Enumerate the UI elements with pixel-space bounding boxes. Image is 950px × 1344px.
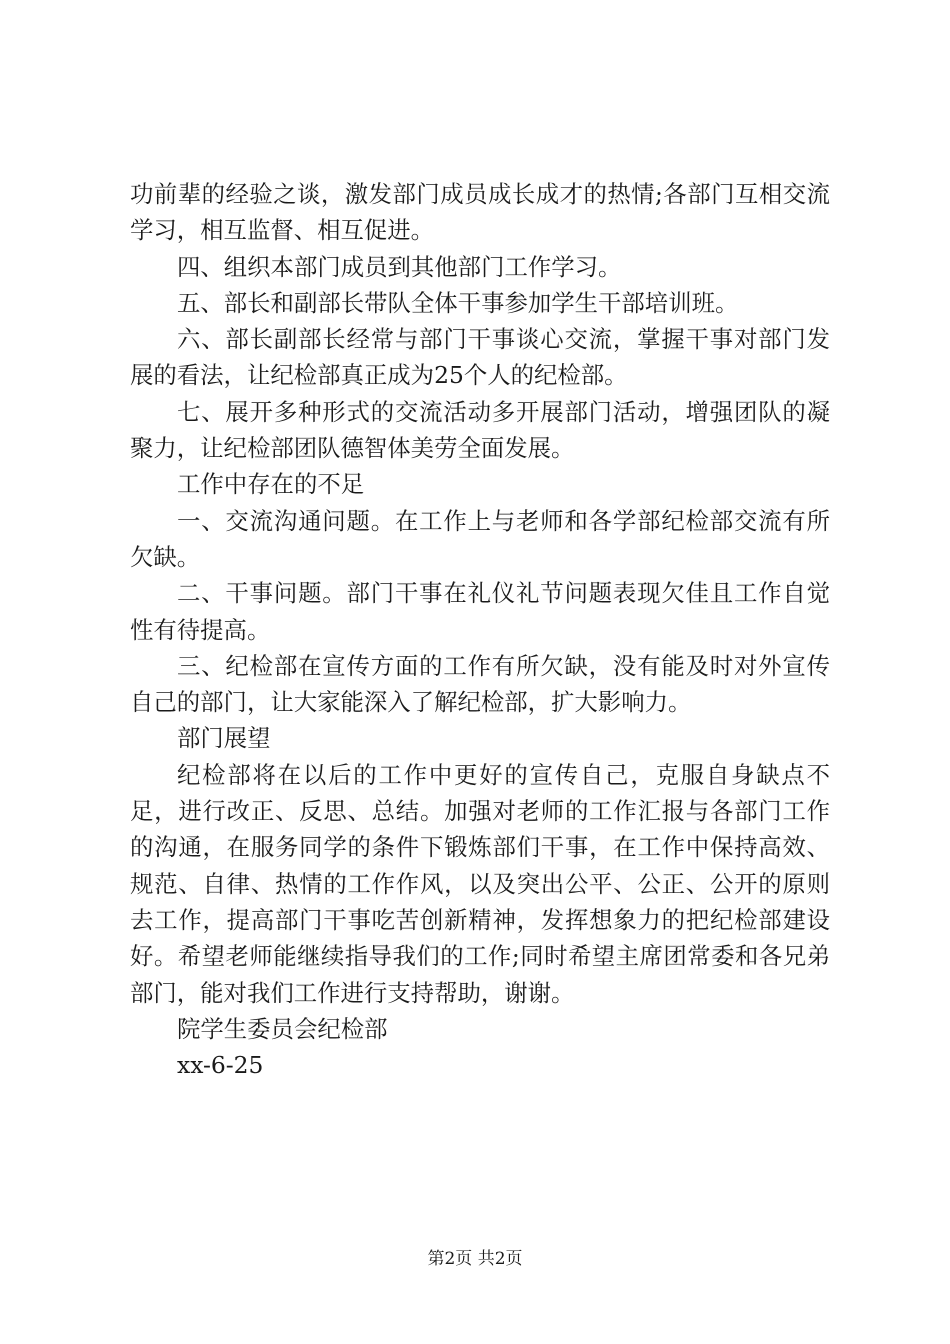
paragraph-item-five: 五、部长和副部长带队全体干事参加学生干部培训班。 <box>177 288 739 317</box>
paragraph-continued-text: 功前辈的经验之谈，激发部门成员成长成才的热情;各部门互相交流学习，相互监督、相互促进。 <box>130 180 830 245</box>
paragraph-outlook: 纪检部将在以后的工作中更好的宣传自己，克服自身缺点不足，进行改正、反思、总结。加强对老师的工作汇报与各部门工作的沟通，在服务同学的条件下锻炼部们干事，在工作中保持高效、规范、自律、热情的工作作风，以及突出公平、公正、公开的原则去工作，提高部门干事吃苦创新精神，发挥想象力的把纪检部建设好。希望老师能继续指导我们的工作;同时希望主席团常委和各兄弟部门，能对我们工作进行支持帮助，谢谢。 <box>130 760 830 1007</box>
paragraph-item-seven: 七、展开多种形式的交流活动多开展部门活动，增强团队的凝聚力，让纪检部团队德智体美劳全面发展。 <box>130 397 830 463</box>
document-body <box>130 176 830 1083</box>
paragraph-shortcoming-two: 二、干事问题。部门干事在礼仪礼节问题表现欠佳且工作自觉性有待提高。 <box>130 579 830 644</box>
signature-organization: 院学生委员会纪检部 <box>177 1014 388 1043</box>
signature-date: xx-6-25 <box>177 1051 264 1080</box>
section-heading-shortcomings: 工作中存在的不足 <box>177 470 365 499</box>
paragraph-shortcoming-three: 三、纪检部在宣传方面的工作有所欠缺，没有能及时对外宣传自己的部门，让大家能深入了解纪检部，扩大影响力。 <box>130 651 830 717</box>
paragraph-item-six: 六、部长副部长经常与部门干事谈心交流，掌握干事对部门发展的看法，让纪检部真正成为25个人的纪检部。 <box>130 325 830 390</box>
paragraph-item-four: 四、组织本部门成员到其他部门工作学习。 <box>177 252 622 281</box>
section-heading-outlook: 部门展望 <box>177 724 271 753</box>
page-footer: 第2页 共2页 <box>427 1249 523 1269</box>
paragraph-shortcoming-one: 一、交流沟通问题。在工作上与老师和各学部纪检部交流有所欠缺。 <box>130 506 830 571</box>
